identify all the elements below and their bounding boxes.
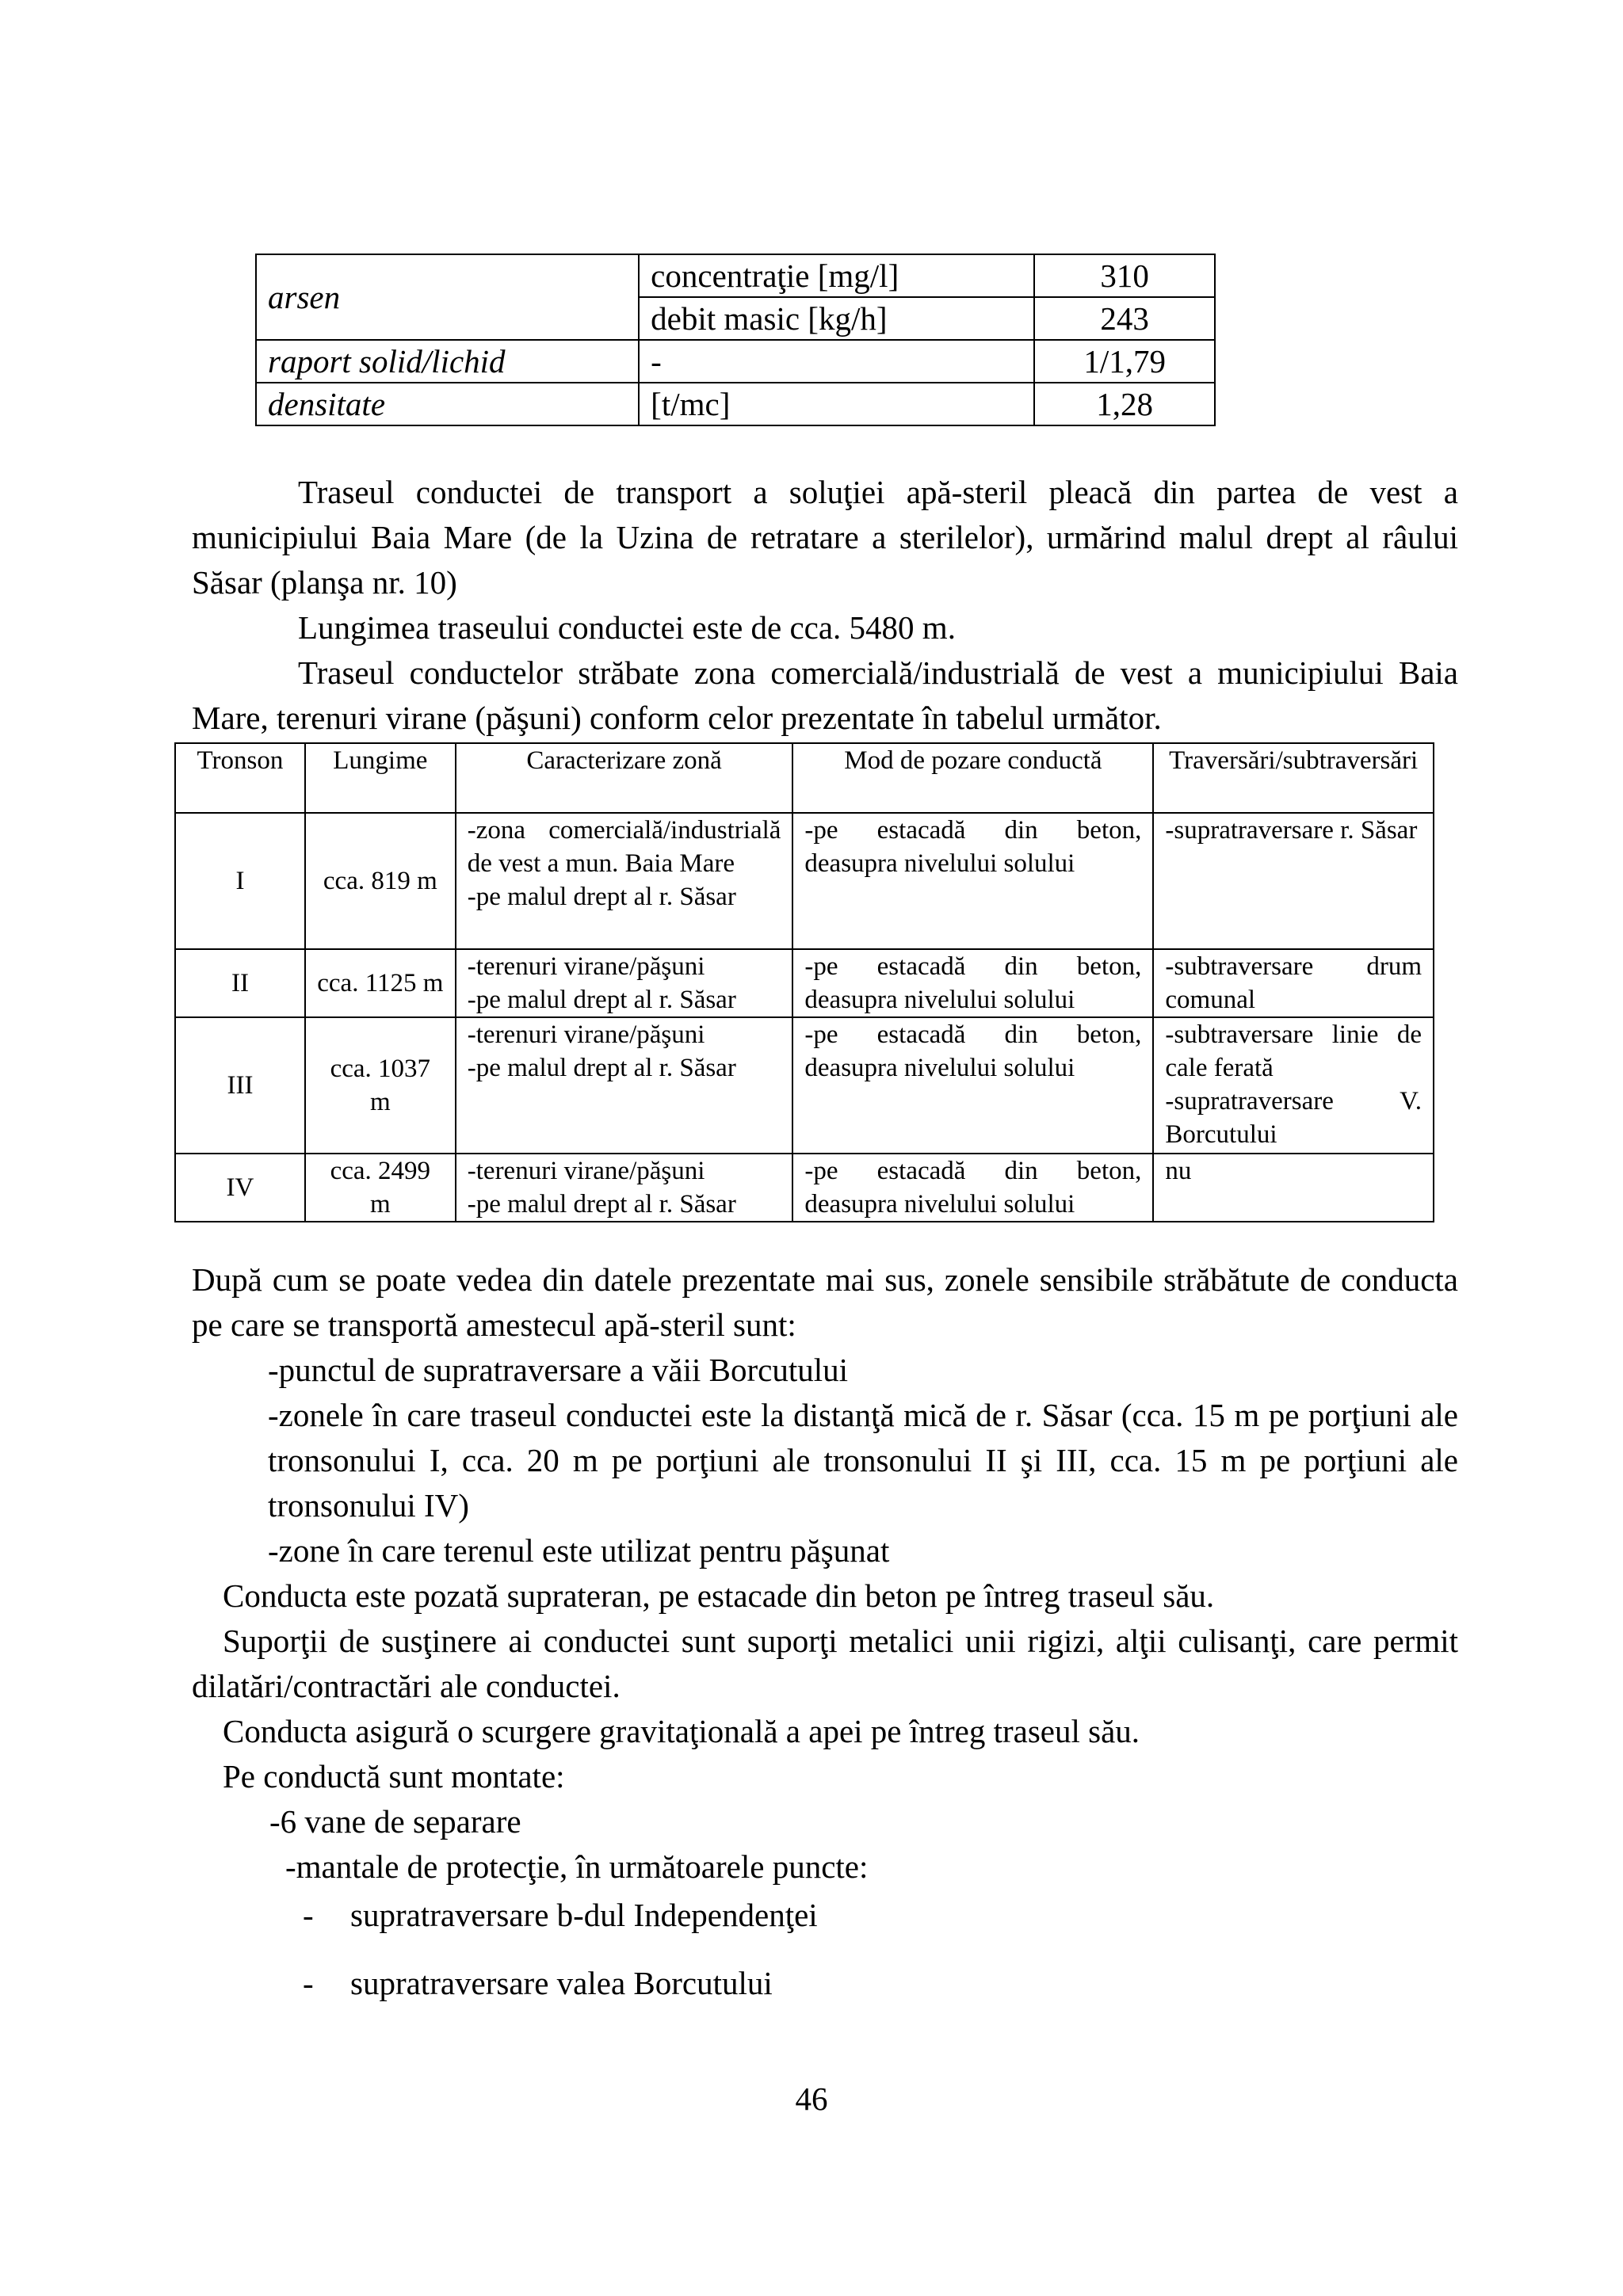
tronson-cell: II [175,949,305,1017]
paragraph-route-description: Traseul conductei de transport a soluţiei apă-steril pleacă din partea de vest a municipiului Baia Mare (de la Uzina de retratare a sterilelor), urmărind malul drept al râului Săsar (planşa nr. 10) [192,474,1458,601]
zona-line: -pe malul drept al r. Săsar [467,1054,736,1082]
parameters-table [255,254,1216,426]
value-cell: 243 [1034,297,1215,340]
param-cell: arsen [256,254,639,340]
bullet-item [303,1961,773,2006]
traversari-line: -subtraversare linie de cale ferată [1165,1020,1422,1082]
bullet-dash: - [303,1965,314,2001]
bullet-text: supratraversare valea Borcutului [350,1965,773,2001]
list-item: -zonele în care traseul conductei este la distanţă mică de r. Săsar (cca. 15 m pe porţiuni ale tronsonului I, cca. 20 m pe porţiuni ale tronsonului II şi III, cca. 15 m pe porţiuni ale tronsonului IV) [268,1397,1458,1524]
zona-line: -pe malul drept al r. Săsar [467,1190,736,1219]
zona-cell [456,949,793,1017]
pozare-cell: -pe estacadă din beton, deasupra nivelului solului [792,1154,1153,1222]
value-cell: 310 [1034,254,1215,297]
table-row [256,383,1215,425]
table-header-row [175,743,1434,813]
detail-cell: [t/mc] [639,383,1034,425]
header-tronson: Tronson [175,743,305,813]
paragraph-pozare: Conducta este pozată suprateran, pe estacade din beton pe întreg traseul său. [223,1577,1215,1614]
header-mod-pozare: Mod de pozare conductă [792,743,1153,813]
paragraph-route-length: Lungimea traseului conductei este de cca. 5480 m. [298,609,956,646]
param-cell: raport solid/lichid [256,340,639,383]
tronson-cell: IV [175,1154,305,1222]
paragraph-montate: Pe conductă sunt montate: [223,1758,565,1794]
traversari-line: -subtraversare drum comunal [1165,952,1422,1014]
zona-line: -terenuri virane/păşuni [467,952,705,981]
pozare-cell: -pe estacadă din beton, deasupra nivelului solului [792,813,1153,949]
zona-cell [456,1017,793,1154]
traversari-line: -supratraversare V. Borcutului [1165,1087,1422,1149]
header-lungime: Lungime [305,743,456,813]
zona-cell [456,1154,793,1222]
traversari-line: nu [1165,1157,1192,1185]
value-cell: 1,28 [1034,383,1215,425]
lungime-cell: cca. 819 m [305,813,456,949]
traversari-line: -supratraversare r. Săsar [1165,816,1418,845]
tronson-cell: III [175,1017,305,1154]
table-row [256,340,1215,383]
header-traversari: Traversări/subtraversări [1153,743,1434,813]
bullet-dash: - [303,1897,314,1933]
traversari-cell [1153,1017,1434,1154]
page-number: 46 [795,2081,828,2117]
detail-cell: debit masic [kg/h] [639,297,1034,340]
pozare-cell: -pe estacadă din beton, deasupra nivelului solului [792,1017,1153,1154]
bullet-text: supratraversare b-dul Independenţei [350,1897,818,1933]
traversari-cell [1153,1154,1434,1222]
route-table [174,742,1434,1222]
zona-line: -pe malul drept al r. Săsar [467,986,736,1014]
zona-line: -zona comercială/industrială de vest a mun. Baia Mare [467,816,781,878]
traversari-cell [1153,949,1434,1017]
table-row [175,1017,1434,1154]
header-caracterizare: Caracterizare zonă [456,743,793,813]
paragraph-suporti: Suporţii de susţinere ai conductei sunt suporţi metalici unii rigizi, alţii culisanţi, care permit dilatări/contractări ale conductei. [192,1623,1458,1704]
lungime-cell: cca. 2499 m [305,1154,456,1222]
table-row [175,949,1434,1017]
zona-cell [456,813,793,949]
paragraph-scurgere: Conducta asigură o scurgere gravitaţională a apei pe întreg traseul său. [223,1713,1140,1749]
list-item: -punctul de supratraversare a văii Borcutului [268,1352,849,1388]
list-item: -mantale de protecţie, în următoarele puncte: [285,1848,869,1885]
tronson-cell: I [175,813,305,949]
paragraph-route-zones: Traseul conductelor străbate zona comercială/industrială de vest a municipiului Baia Mare, terenuri virane (păşuni) conform celor prezentate în tabelul următor. [192,654,1458,736]
paragraph-sensitive-zones: După cum se poate vedea din datele prezentate mai sus, zonele sensibile străbătute de conducta pe care se transportă amestecul apă-steril sunt: [192,1261,1458,1343]
lungime-cell: cca. 1037 m [305,1017,456,1154]
param-cell: densitate [256,383,639,425]
zona-line: -pe malul drept al r. Săsar [467,883,736,911]
bullet-item [303,1893,818,1938]
lungime-cell: cca. 1125 m [305,949,456,1017]
list-item: -zone în care terenul este utilizat pentru păşunat [268,1532,890,1569]
value-cell: 1/1,79 [1034,340,1215,383]
detail-cell: - [639,340,1034,383]
zona-line: -terenuri virane/păşuni [467,1020,705,1049]
table-row [175,1154,1434,1222]
detail-cell: concentraţie [mg/l] [639,254,1034,297]
traversari-cell [1153,813,1434,949]
pozare-cell: -pe estacadă din beton, deasupra nivelului solului [792,949,1153,1017]
table-row [175,813,1434,949]
table-row [256,254,1215,297]
zona-line: -terenuri virane/păşuni [467,1157,705,1185]
list-item: -6 vane de separare [269,1803,521,1840]
